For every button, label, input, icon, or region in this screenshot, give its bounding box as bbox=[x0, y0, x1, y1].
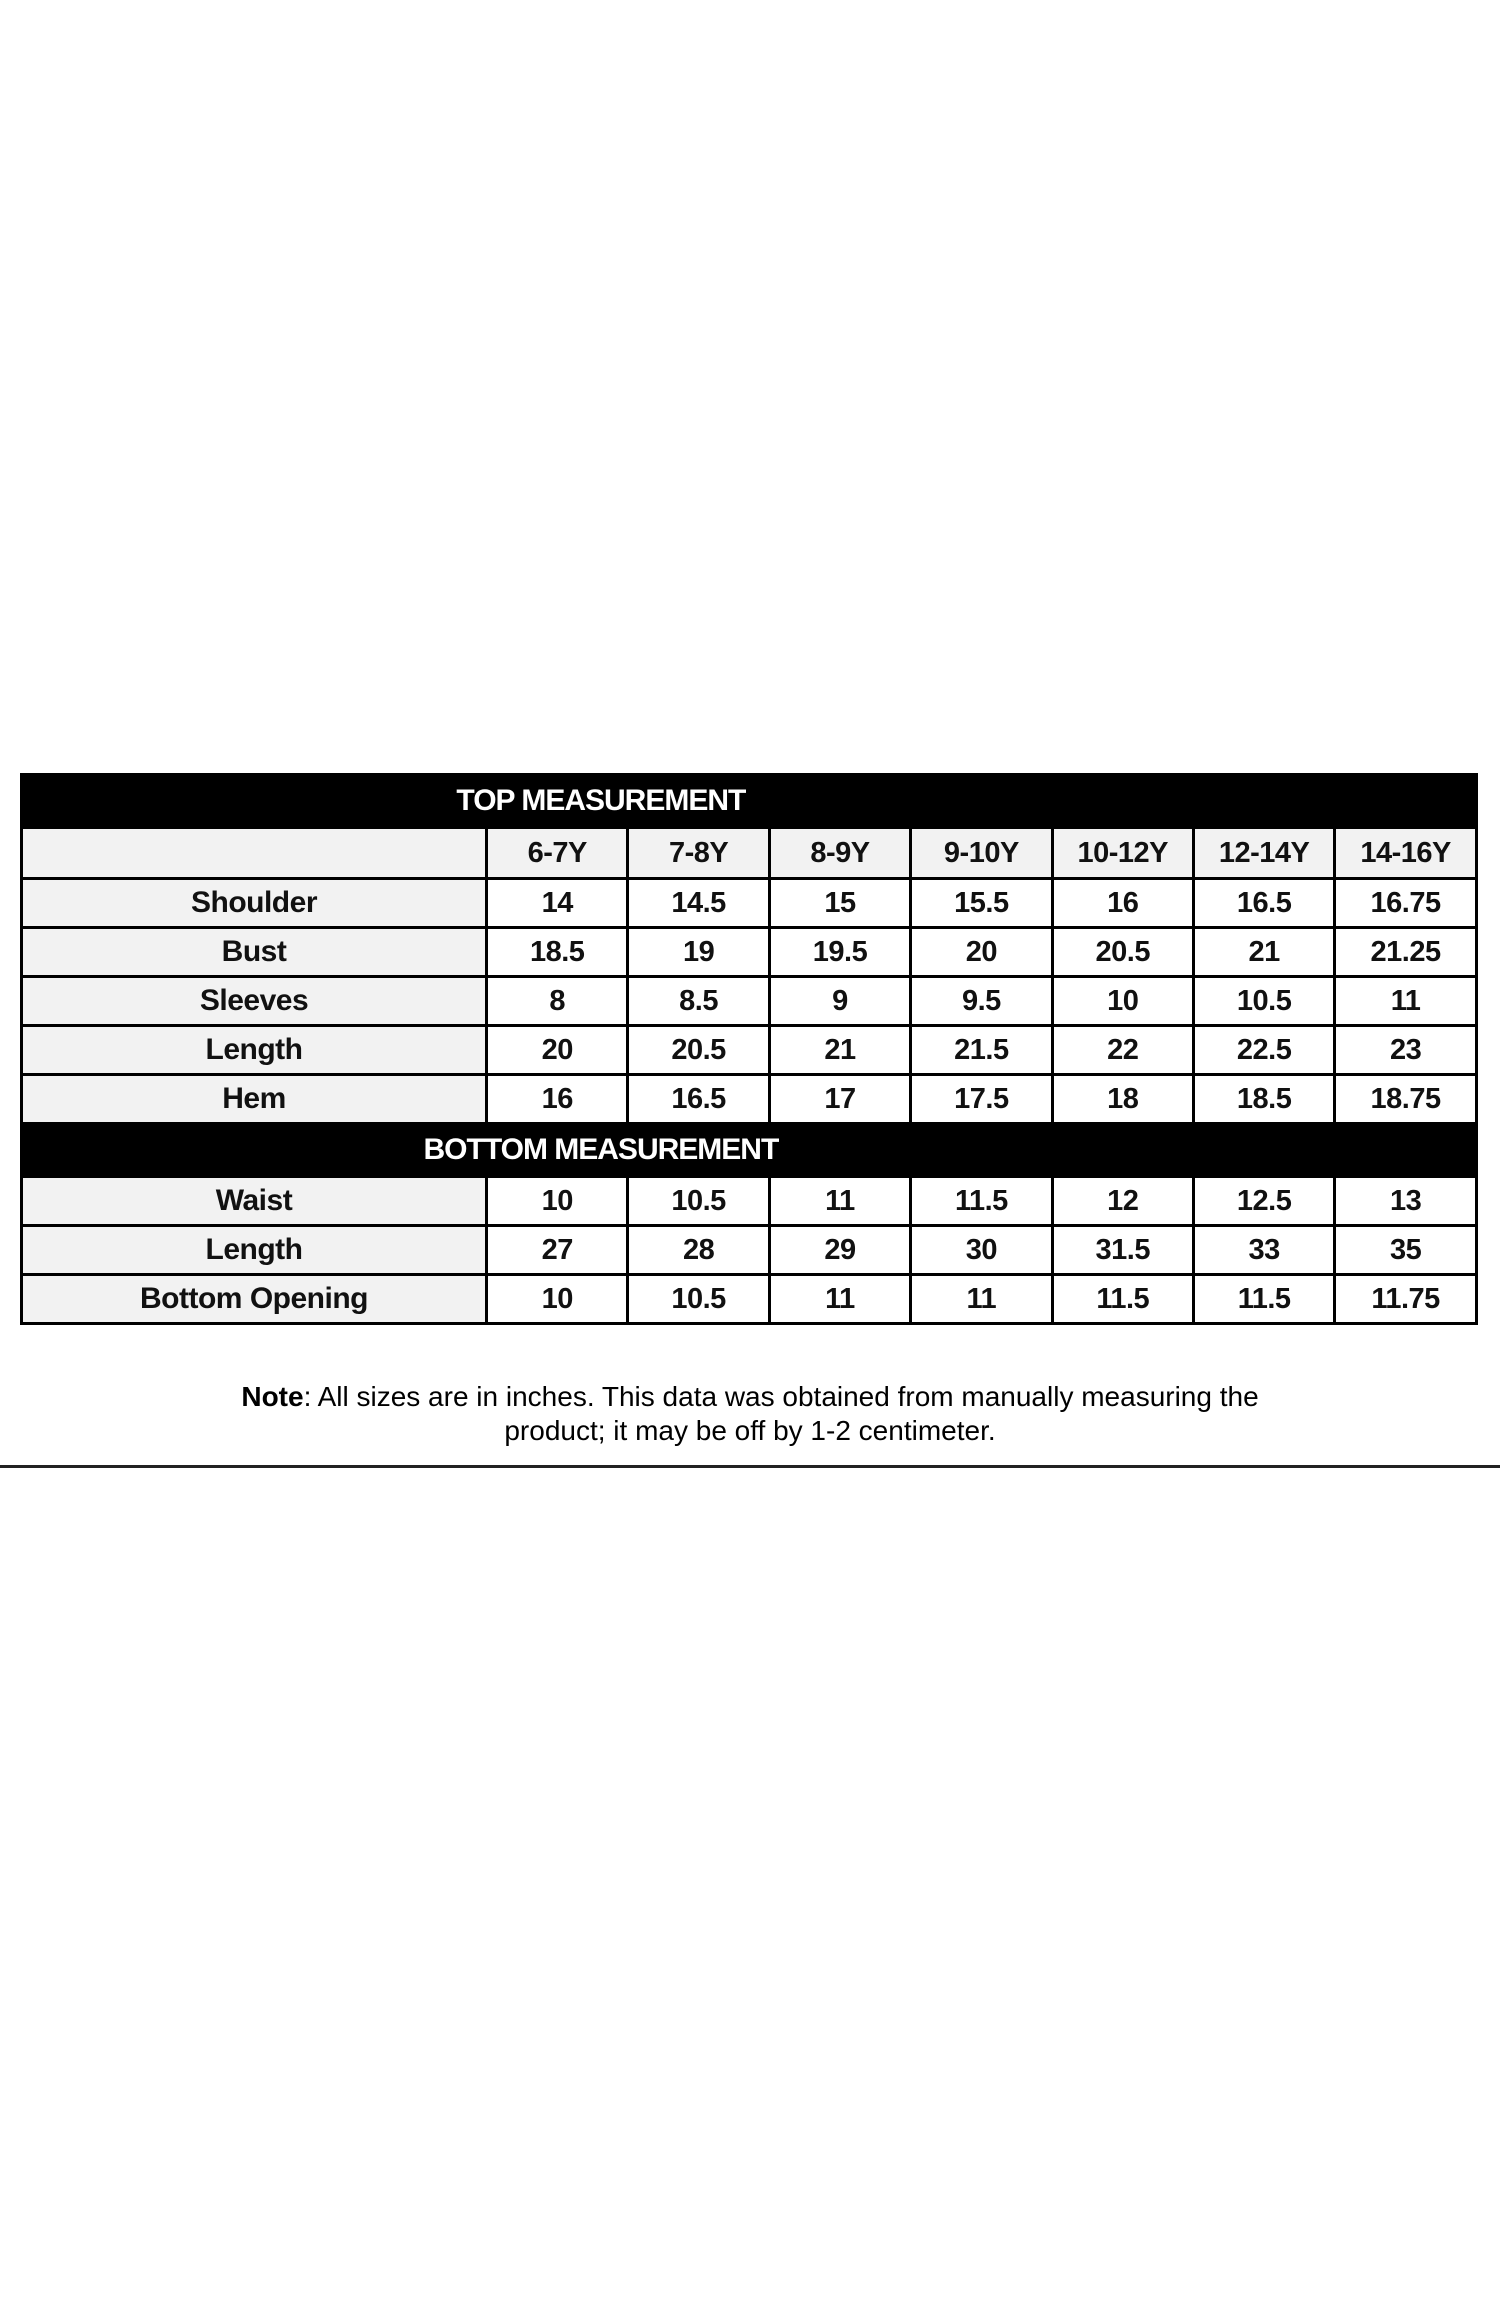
value-cell: 11 bbox=[1335, 977, 1476, 1026]
value-cell: 10.5 bbox=[1193, 977, 1334, 1026]
value-cell: 11.5 bbox=[1052, 1275, 1193, 1324]
value-cell: 20 bbox=[487, 1026, 628, 1075]
size-header-blank-cell bbox=[22, 828, 487, 879]
value-cell: 14 bbox=[487, 879, 628, 928]
note-label: Note bbox=[241, 1381, 304, 1412]
row-label: Hem bbox=[22, 1075, 487, 1124]
row-label: Sleeves bbox=[22, 977, 487, 1026]
value-cell: 9 bbox=[769, 977, 910, 1026]
value-cell: 12 bbox=[1052, 1177, 1193, 1226]
value-cell: 35 bbox=[1335, 1226, 1476, 1275]
value-cell: 20.5 bbox=[1052, 928, 1193, 977]
measurement-row-bottom-opening bbox=[22, 1275, 1477, 1324]
value-cell: 11 bbox=[911, 1275, 1052, 1324]
row-label: Bottom Opening bbox=[22, 1275, 487, 1324]
value-cell: 13 bbox=[1335, 1177, 1476, 1226]
value-cell: 16 bbox=[487, 1075, 628, 1124]
size-chart-table bbox=[20, 773, 1478, 1325]
size-header-cell: 9-10Y bbox=[911, 828, 1052, 879]
size-header-cell: 10-12Y bbox=[1052, 828, 1193, 879]
value-cell: 8.5 bbox=[628, 977, 769, 1026]
value-cell: 9.5 bbox=[911, 977, 1052, 1026]
value-cell: 22.5 bbox=[1193, 1026, 1334, 1075]
value-cell: 8 bbox=[487, 977, 628, 1026]
measurement-note bbox=[0, 1380, 1500, 1448]
value-cell: 19 bbox=[628, 928, 769, 977]
size-header-row bbox=[22, 828, 1477, 879]
bottom-measurement-title: BOTTOM MEASUREMENT bbox=[423, 1133, 779, 1166]
value-cell: 21.5 bbox=[911, 1026, 1052, 1075]
value-cell: 30 bbox=[911, 1226, 1052, 1275]
value-cell: 16.5 bbox=[1193, 879, 1334, 928]
bottom-measurement-header bbox=[22, 1124, 1477, 1177]
size-header-cell: 7-8Y bbox=[628, 828, 769, 879]
value-cell: 15.5 bbox=[911, 879, 1052, 928]
value-cell: 10 bbox=[487, 1275, 628, 1324]
value-cell: 21.25 bbox=[1335, 928, 1476, 977]
value-cell: 11 bbox=[769, 1275, 910, 1324]
row-label: Length bbox=[22, 1226, 487, 1275]
note-text-line1: : All sizes are in inches. This data was obtained from manually measuring the bbox=[303, 1381, 1259, 1412]
bottom-measurement-header-row bbox=[22, 1124, 1477, 1177]
value-cell: 10.5 bbox=[628, 1275, 769, 1324]
size-chart bbox=[20, 773, 1475, 1325]
divider bbox=[0, 1465, 1500, 1468]
value-cell: 18.75 bbox=[1335, 1075, 1476, 1124]
value-cell: 22 bbox=[1052, 1026, 1193, 1075]
value-cell: 20.5 bbox=[628, 1026, 769, 1075]
value-cell: 11.75 bbox=[1335, 1275, 1476, 1324]
measurement-row-waist bbox=[22, 1177, 1477, 1226]
row-label: Length bbox=[22, 1026, 487, 1075]
top-measurement-header bbox=[22, 775, 1477, 828]
value-cell: 27 bbox=[487, 1226, 628, 1275]
measurement-row-length bbox=[22, 1026, 1477, 1075]
value-cell: 16 bbox=[1052, 879, 1193, 928]
value-cell: 11 bbox=[769, 1177, 910, 1226]
top-measurement-title: TOP MEASUREMENT bbox=[456, 784, 746, 817]
measurement-row-bottom-length bbox=[22, 1226, 1477, 1275]
value-cell: 28 bbox=[628, 1226, 769, 1275]
measurement-row-sleeves bbox=[22, 977, 1477, 1026]
value-cell: 17.5 bbox=[911, 1075, 1052, 1124]
value-cell: 29 bbox=[769, 1226, 910, 1275]
value-cell: 10 bbox=[1052, 977, 1193, 1026]
value-cell: 15 bbox=[769, 879, 910, 928]
size-header-cell: 6-7Y bbox=[487, 828, 628, 879]
size-header-cell: 12-14Y bbox=[1193, 828, 1334, 879]
value-cell: 18.5 bbox=[1193, 1075, 1334, 1124]
value-cell: 16.75 bbox=[1335, 879, 1476, 928]
value-cell: 12.5 bbox=[1193, 1177, 1334, 1226]
value-cell: 10 bbox=[487, 1177, 628, 1226]
measurement-row-hem bbox=[22, 1075, 1477, 1124]
value-cell: 33 bbox=[1193, 1226, 1334, 1275]
measurement-row-bust bbox=[22, 928, 1477, 977]
row-label: Bust bbox=[22, 928, 487, 977]
value-cell: 17 bbox=[769, 1075, 910, 1124]
value-cell: 14.5 bbox=[628, 879, 769, 928]
value-cell: 21 bbox=[1193, 928, 1334, 977]
value-cell: 18.5 bbox=[487, 928, 628, 977]
value-cell: 21 bbox=[769, 1026, 910, 1075]
value-cell: 16.5 bbox=[628, 1075, 769, 1124]
measurement-row-shoulder bbox=[22, 879, 1477, 928]
value-cell: 18 bbox=[1052, 1075, 1193, 1124]
row-label: Shoulder bbox=[22, 879, 487, 928]
size-header-cell: 8-9Y bbox=[769, 828, 910, 879]
value-cell: 23 bbox=[1335, 1026, 1476, 1075]
value-cell: 20 bbox=[911, 928, 1052, 977]
value-cell: 10.5 bbox=[628, 1177, 769, 1226]
note-text-line2: product; it may be off by 1-2 centimeter. bbox=[504, 1415, 996, 1446]
value-cell: 11.5 bbox=[1193, 1275, 1334, 1324]
size-header-cell: 14-16Y bbox=[1335, 828, 1476, 879]
value-cell: 31.5 bbox=[1052, 1226, 1193, 1275]
row-label: Waist bbox=[22, 1177, 487, 1226]
top-measurement-header-row bbox=[22, 775, 1477, 828]
value-cell: 19.5 bbox=[769, 928, 910, 977]
value-cell: 11.5 bbox=[911, 1177, 1052, 1226]
